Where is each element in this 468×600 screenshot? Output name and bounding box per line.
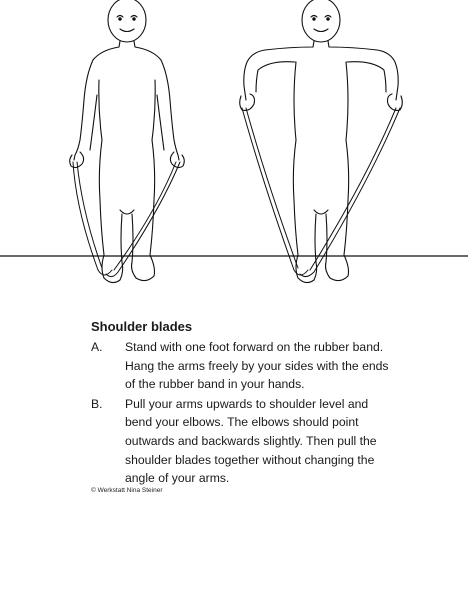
step-b-text: Pull your arms upwards to shoulder level and bend your elbows. The elbows should point outwards and backwards slightly. Then pull the shoulder blades together without changing the angle of your arms.: [125, 396, 377, 486]
copyright-credit: © Werkstatt Nina Steiner: [91, 487, 163, 494]
step-a-letter: A.: [91, 340, 103, 354]
step-a-text: Stand with one foot forward on the rubber band. Hang the arms freely by your sides with the ends of the rubber band in your hands.: [125, 340, 389, 392]
step-a: [91, 338, 391, 394]
figure-a-arms-down: [70, 0, 185, 283]
exercise-title: Shoulder blades: [91, 319, 193, 334]
figure-b-arms-raised: [240, 0, 403, 283]
step-b: [91, 395, 391, 488]
instructions: [91, 318, 391, 488]
step-b-letter: B.: [91, 396, 103, 411]
